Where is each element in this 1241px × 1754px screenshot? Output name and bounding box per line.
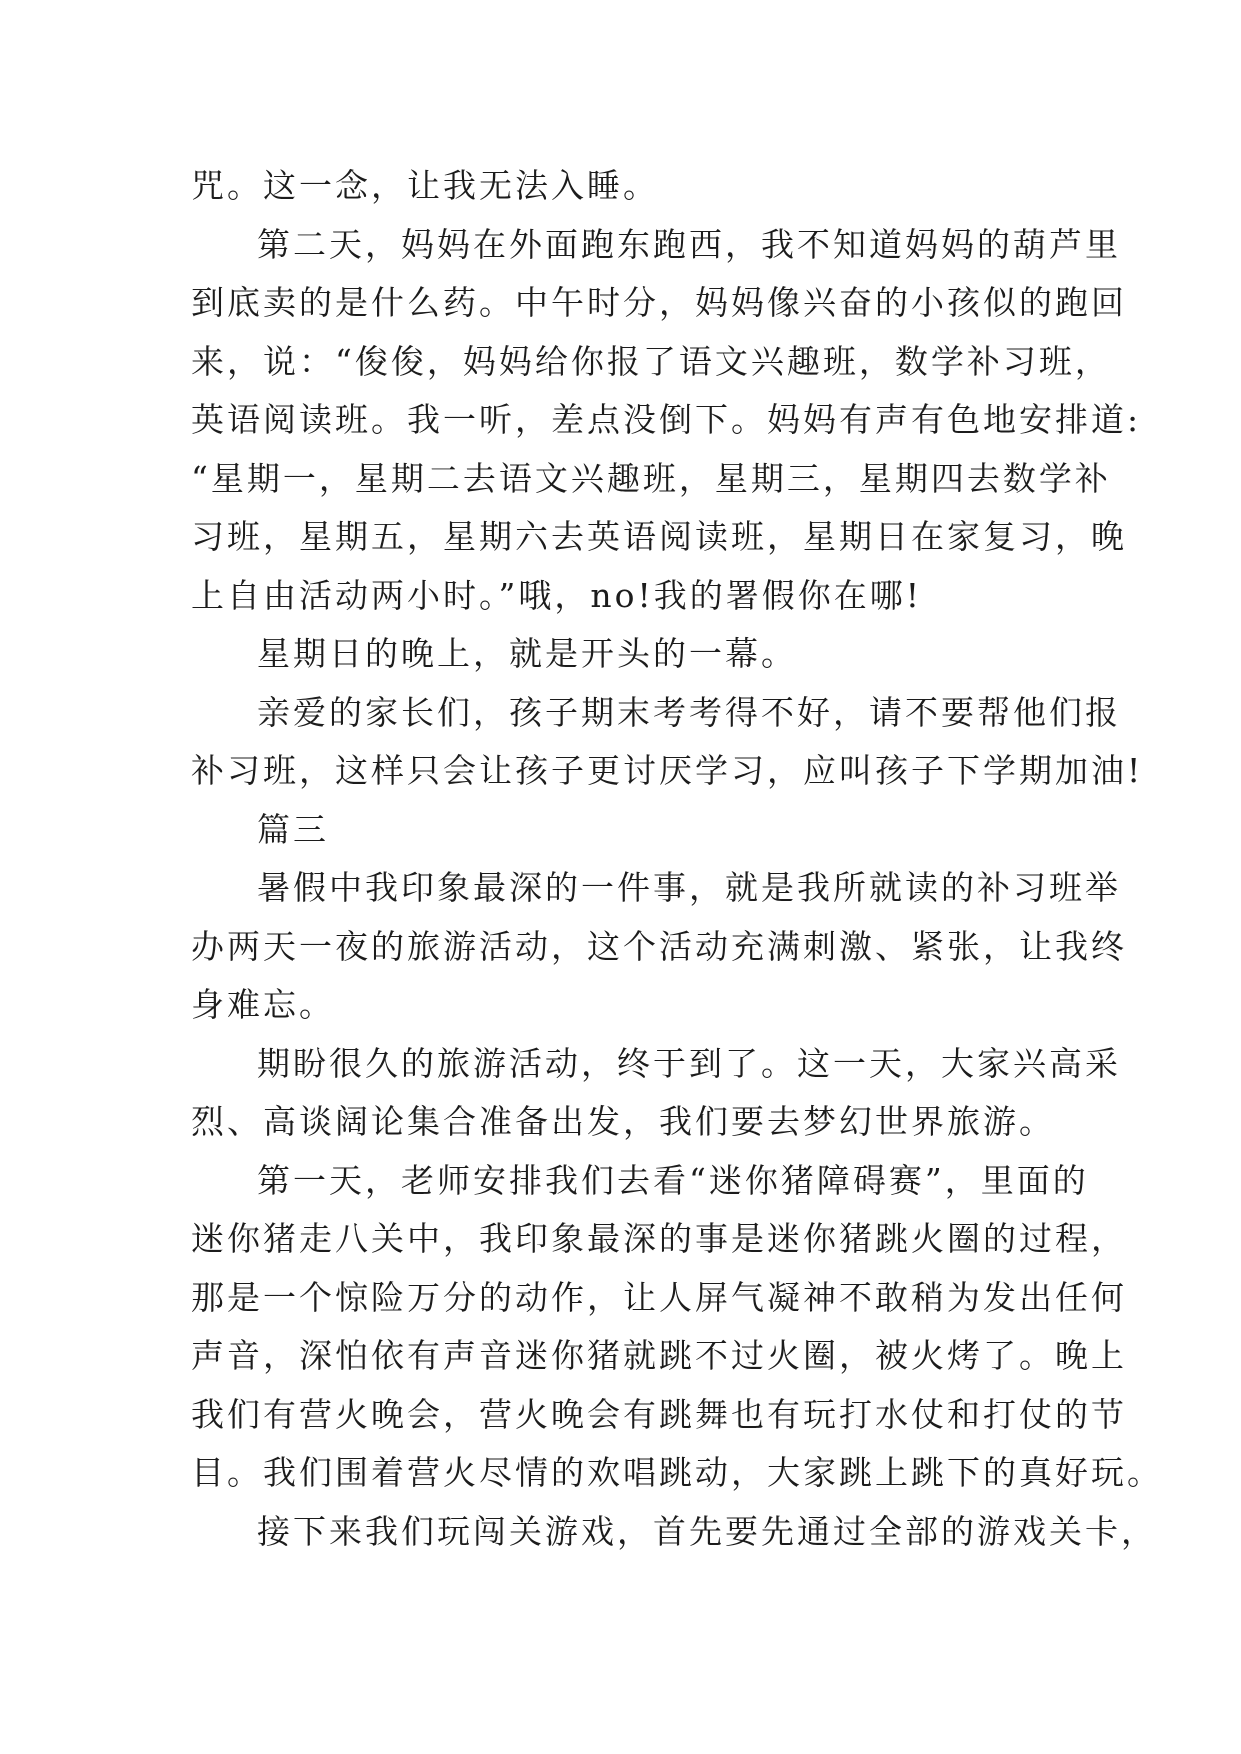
text-line: 来，说：“俊俊，妈妈给你报了语文兴趣班，数学补习班， bbox=[191, 341, 1111, 381]
text-line: 咒。这一念，让我无法入睡。 bbox=[191, 166, 659, 205]
text-line: “星期一，星期二去语文兴趣班，星期三，星期四去数学补 bbox=[191, 458, 1111, 498]
text-line: 迷你猪走八关中，我印象最深的事是迷你猪跳火圈的过程， bbox=[191, 1219, 1127, 1258]
text-line: 烈、高谈阔论集合准备出发，我们要去梦幻世界旅游。 bbox=[191, 1102, 1055, 1141]
text-line: 办两天一夜的旅游活动，这个活动充满刺激、紧张，让我终 bbox=[191, 926, 1127, 966]
text-line: 声音，深怕依有声音迷你猪就跳不过火圈，被火烤了。晚上 bbox=[191, 1336, 1127, 1375]
text-line: 补习班，这样只会让孩子更讨厌学习，应叫孩子下学期加油! bbox=[191, 751, 1144, 790]
text-line: 上自由活动两小时。”哦，no!我的署假你在哪! bbox=[191, 575, 923, 615]
text-line: 星期日的晚上，就是开头的一幕。 bbox=[257, 634, 797, 673]
text-line: 到底卖的是什么药。中午时分，妈妈像兴奋的小孩似的跑回 bbox=[191, 283, 1127, 322]
text-line: 第一天，老师安排我们去看“迷你猪障碍赛”，里面的 bbox=[257, 1160, 1089, 1200]
text-line: 那是一个惊险万分的动作，让人屏气凝神不敢稍为发出任何 bbox=[191, 1277, 1127, 1317]
text-line: 目。我们围着营火尽情的欢唱跳动，大家跳上跳下的真好玩。 bbox=[191, 1453, 1163, 1492]
text-line: 接下来我们玩闯关游戏，首先要先通过全部的游戏关卡， bbox=[257, 1511, 1157, 1551]
text-line: 第二天，妈妈在外面跑东跑西，我不知道妈妈的葫芦里 bbox=[257, 224, 1121, 264]
section-heading: 篇三 bbox=[257, 809, 329, 849]
text-line: 暑假中我印象最深的一件事，就是我所就读的补习班举 bbox=[257, 868, 1121, 907]
document-body bbox=[191, 157, 1163, 1561]
text-line: 我们有营火晚会，营火晚会有跳舞也有玩打水仗和打仗的节 bbox=[191, 1394, 1127, 1434]
text-line: 习班，星期五，星期六去英语阅读班，星期日在家复习，晚 bbox=[191, 517, 1127, 556]
text-line: 亲爱的家长们，孩子期末考考得不好，请不要帮他们报 bbox=[257, 692, 1121, 732]
text-line: 期盼很久的旅游活动，终于到了。这一天，大家兴高采 bbox=[257, 1043, 1121, 1083]
text-line: 身难忘。 bbox=[191, 985, 335, 1024]
text-line: 英语阅读班。我一听，差点没倒下。妈妈有声有色地安排道: bbox=[191, 400, 1142, 439]
